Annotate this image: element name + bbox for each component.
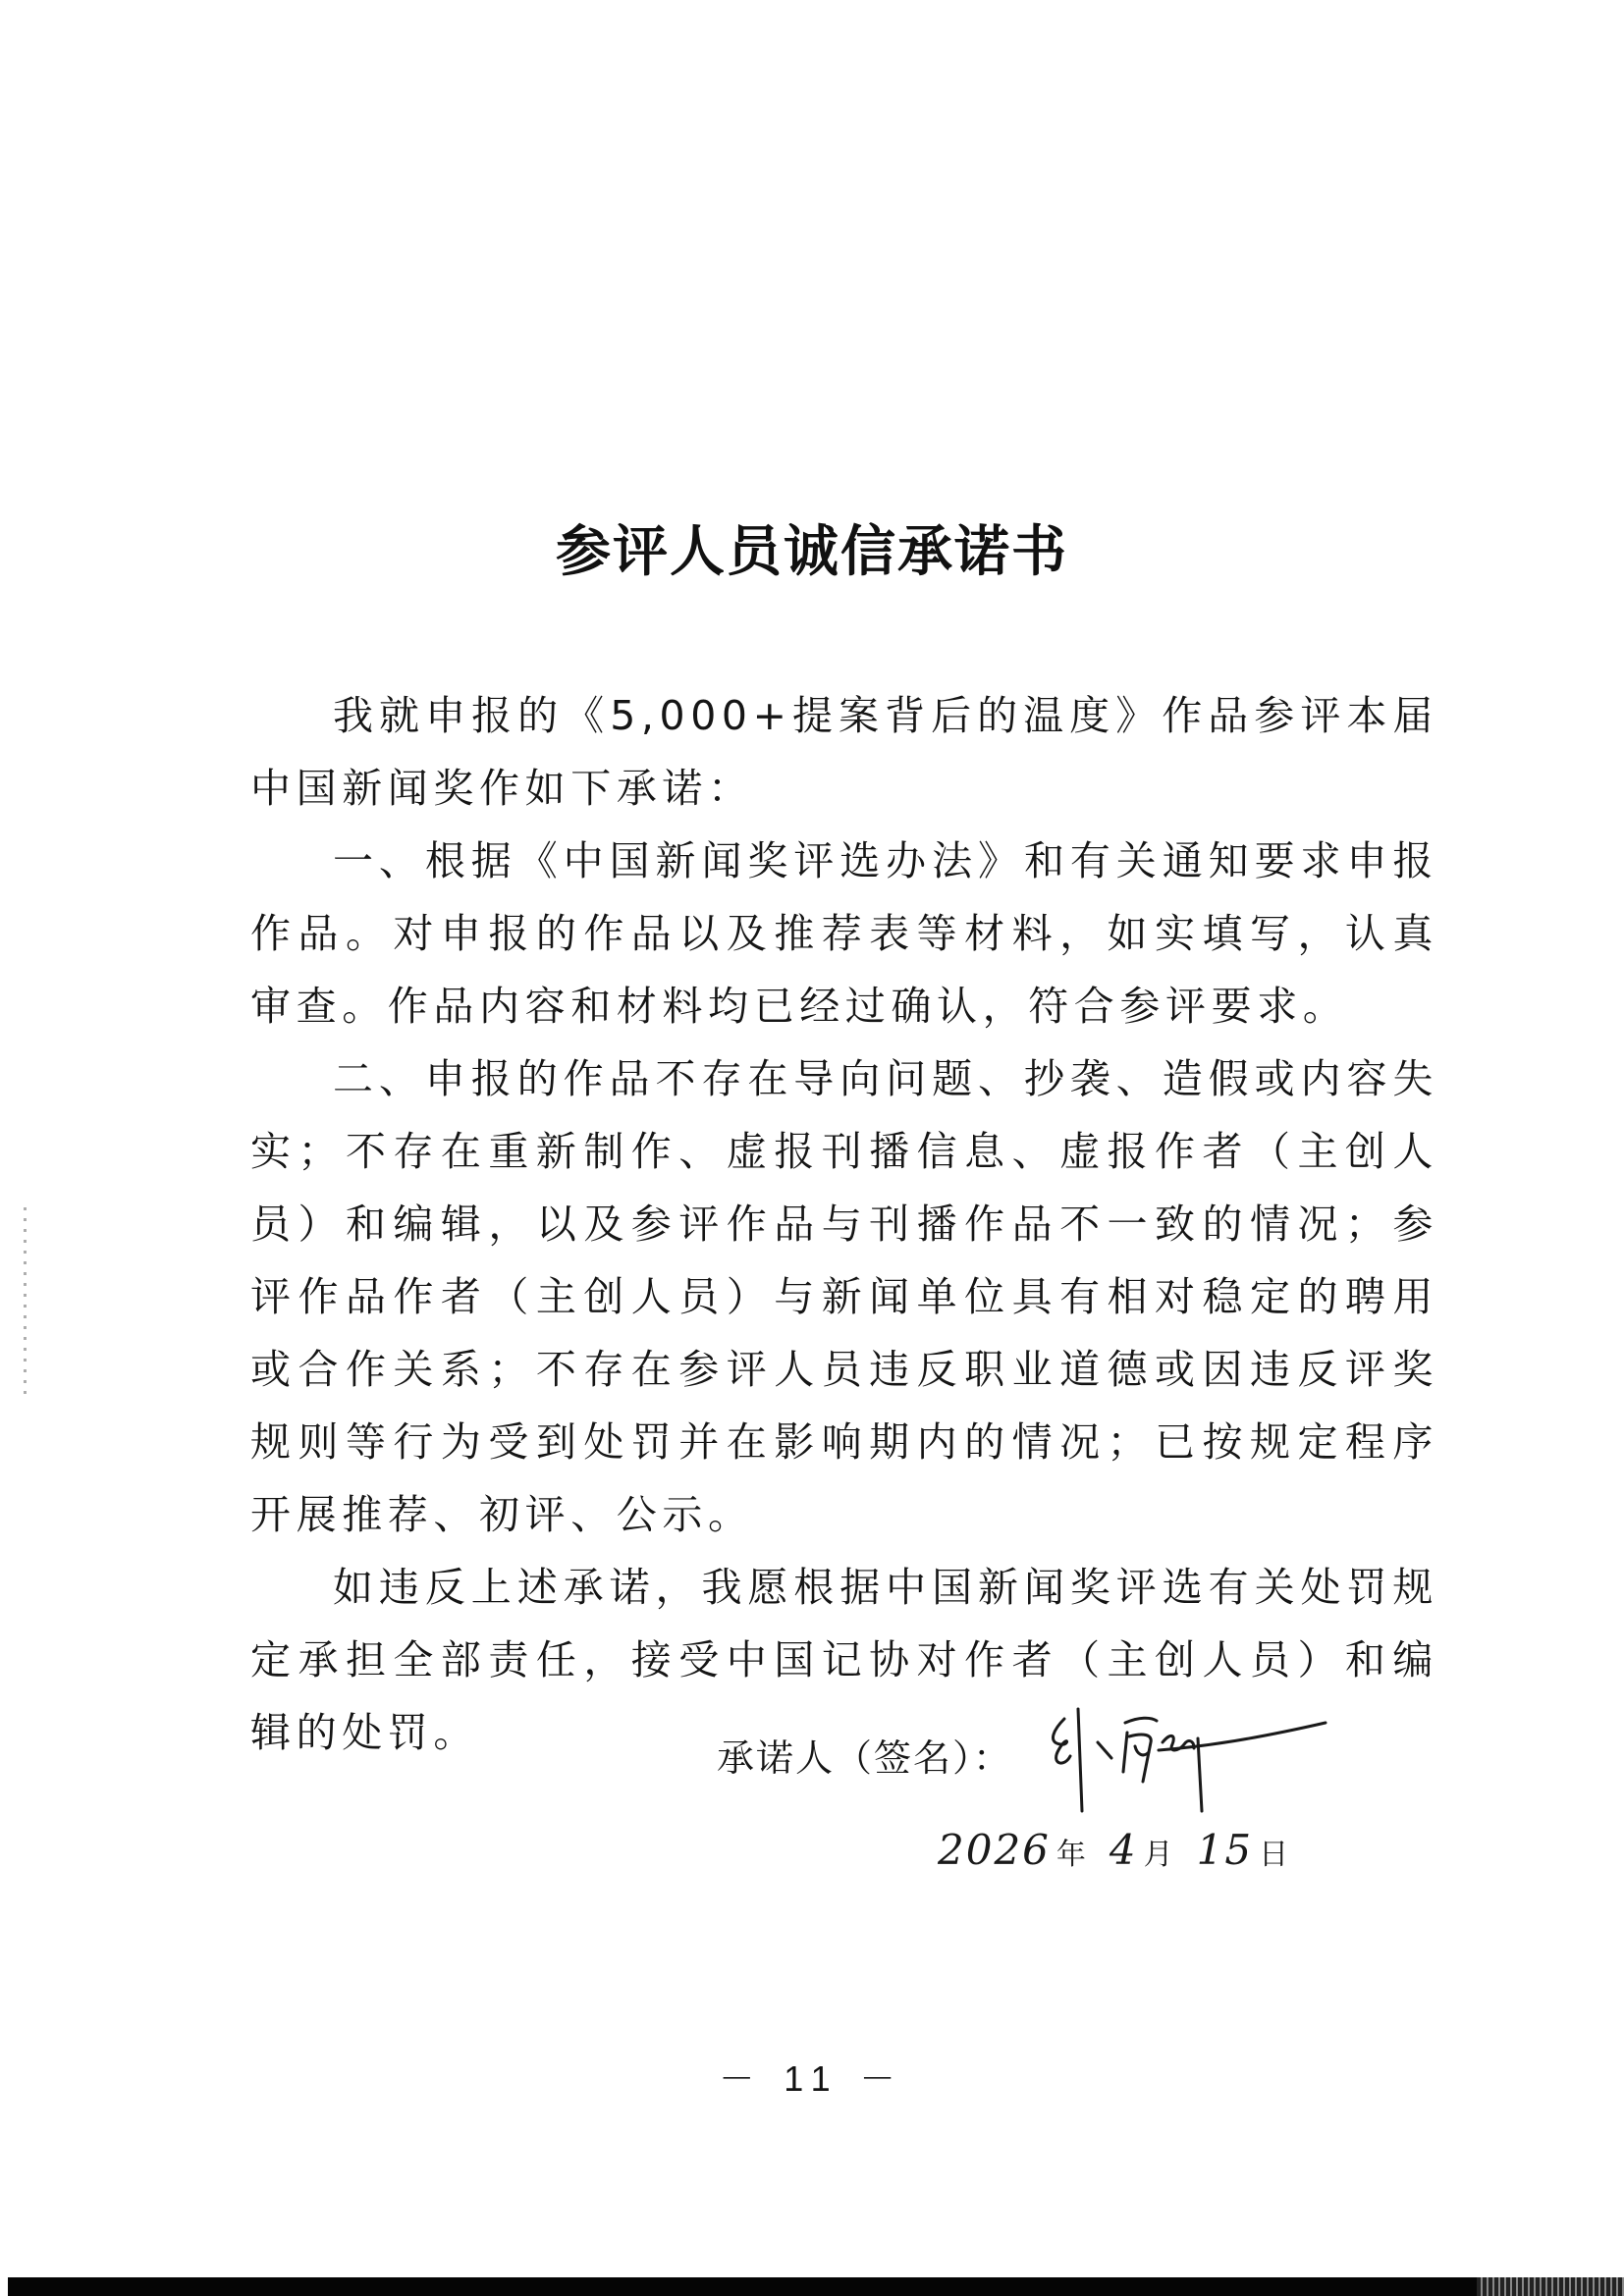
document-body xyxy=(250,679,1438,1769)
date-day-unit: 日 xyxy=(1259,1838,1291,1872)
signature-label: 承诺人（签名）： xyxy=(717,1736,1013,1780)
date-month: 4 xyxy=(1109,1826,1138,1874)
clause-one-paragraph: 一、根据《中国新闻奖评选办法》和有关通知要求申报作品。对申报的作品以及推荐表等材料，如实填写，认真审查。作品内容和材料均已经过确认，符合参评要求。 xyxy=(250,837,1438,1030)
scan-artifact-left-edge xyxy=(24,1207,27,1394)
liability-paragraph: 如违反上述承诺，我愿根据中国新闻奖评选有关处罚规定承担全部责任，接受中国记协对作者（主创人员）和编辑的处罚。 xyxy=(250,1564,1438,1756)
page-number: － 11 － xyxy=(719,2058,905,2099)
clause-two-paragraph: 二、申报的作品不存在导向问题、抄袭、造假或内容失实；不存在重新制作、虚报刊播信息、虚报作者（主创人员）和编辑，以及参评作品与刊播作品不一致的情况；参评作品作者（主创人员）与新闻单位具有相对稳定的聘用或合作关系；不存在参评人员违反职业道德或因违反评奖规则等行为受到处罚并在影响期内的情况；已按规定程序开展推荐、初评、公示。 xyxy=(250,1055,1438,1538)
date-year: 2026 xyxy=(938,1826,1051,1874)
handwritten-signature-icon xyxy=(1041,1703,1335,1831)
signature-date xyxy=(938,1826,1312,1874)
scan-artifact-bottom-bar xyxy=(8,2277,1624,2296)
document-title: 参评人员诚信承诺书 xyxy=(556,519,1068,584)
signature-block xyxy=(717,1728,1404,1885)
date-month-unit: 月 xyxy=(1143,1838,1175,1872)
date-year-unit: 年 xyxy=(1056,1838,1088,1872)
date-day: 15 xyxy=(1196,1826,1254,1874)
intro-paragraph: 我就申报的《5,000+提案背后的温度》作品参评本届中国新闻奖作如下承诺： xyxy=(250,692,1438,812)
